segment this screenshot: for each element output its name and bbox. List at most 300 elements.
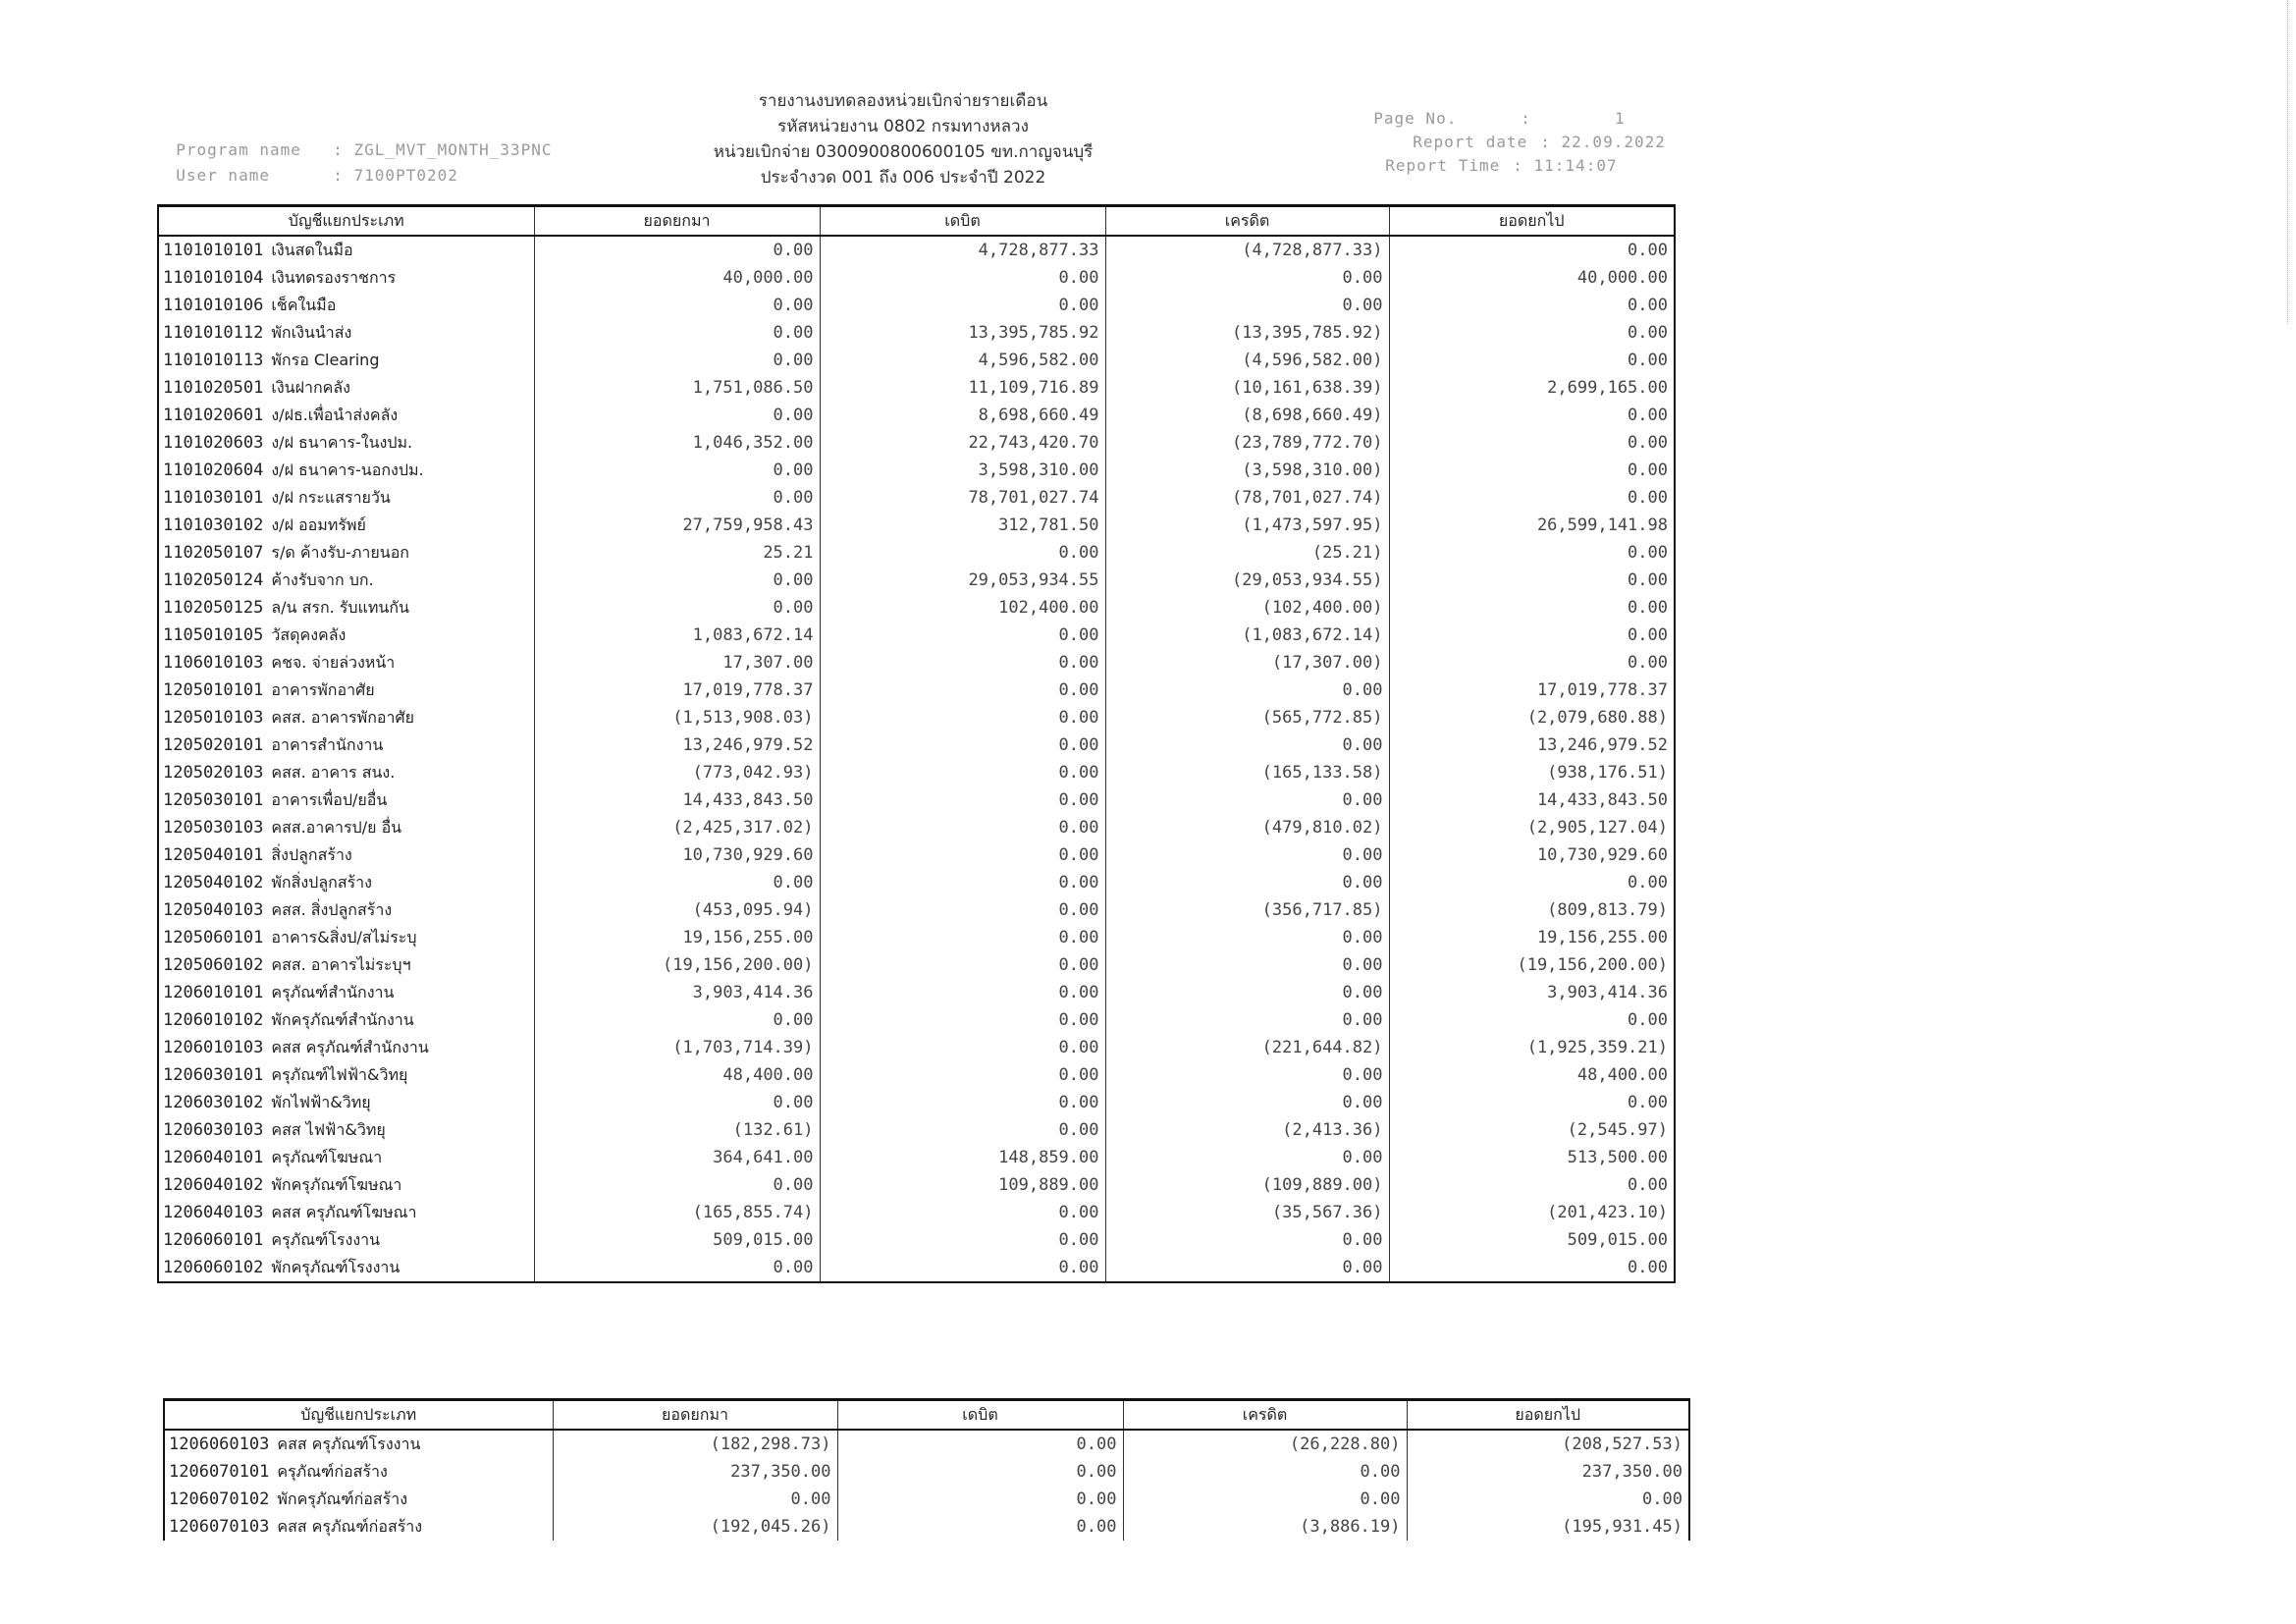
carried-forward-cell: (2,545.97) — [1389, 1116, 1675, 1144]
credit-cell: 0.00 — [1105, 924, 1389, 951]
account-code: 1206010102 — [163, 1009, 264, 1030]
table-row — [158, 567, 1675, 594]
account-code: 1205020103 — [163, 762, 264, 783]
brought-forward-cell: (132.61) — [534, 1116, 820, 1144]
account-name: เงินสดในมือ — [271, 240, 353, 259]
account-name: สิ่งปลูกสร้าง — [271, 844, 352, 864]
carried-forward-cell: 0.00 — [1389, 402, 1675, 429]
debit-cell: 0.00 — [820, 786, 1105, 814]
account-cell — [158, 236, 534, 264]
credit-cell: 0.00 — [1105, 1226, 1389, 1254]
brought-forward-cell: 0.00 — [534, 1254, 820, 1282]
credit-cell: (29,053,934.55) — [1105, 567, 1389, 594]
account-name: ร/ด ค้างรับ-ภายนอก — [271, 542, 409, 562]
account-cell — [158, 786, 534, 814]
table-row — [158, 677, 1675, 704]
account-code: 1205040103 — [163, 899, 264, 920]
account-code: 1101010101 — [163, 240, 264, 260]
account-name: ครุภัณฑ์โฆษณา — [271, 1147, 383, 1166]
account-cell — [158, 1254, 534, 1282]
carried-forward-cell: 0.00 — [1389, 869, 1675, 896]
account-code: 1206040103 — [163, 1202, 264, 1222]
account-name: ล/น สรก. รับแทนกัน — [271, 597, 409, 617]
account-cell — [158, 814, 534, 841]
account-cell — [158, 759, 534, 786]
col-account: บัญชีแยกประเภท — [164, 1400, 553, 1431]
debit-cell: 22,743,420.70 — [820, 429, 1105, 457]
title-line: รหัสหน่วยงาน 0802 กรมทางหลวง — [777, 117, 1029, 136]
debit-cell: 0.00 — [837, 1430, 1123, 1458]
debit-cell: 0.00 — [820, 896, 1105, 924]
carried-forward-cell: 2,699,165.00 — [1389, 374, 1675, 402]
credit-cell: (102,400.00) — [1105, 594, 1389, 622]
account-code: 1101020601 — [163, 405, 264, 425]
account-code: 1206030101 — [163, 1064, 264, 1085]
table-row — [158, 429, 1675, 457]
account-cell — [158, 539, 534, 567]
debit-cell: 78,701,027.74 — [820, 484, 1105, 512]
debit-cell: 312,781.50 — [820, 512, 1105, 539]
carried-forward-cell: 19,156,255.00 — [1389, 924, 1675, 951]
credit-cell: 0.00 — [1105, 869, 1389, 896]
account-cell — [158, 622, 534, 649]
colon: : — [1513, 156, 1534, 175]
brought-forward-cell: (19,156,200.00) — [534, 951, 820, 979]
account-cell — [158, 649, 534, 677]
brought-forward-cell: 19,156,255.00 — [534, 924, 820, 951]
credit-cell: (26,228.80) — [1123, 1430, 1407, 1458]
table-row — [158, 539, 1675, 567]
account-cell — [158, 457, 534, 484]
table-row — [158, 1144, 1675, 1171]
brought-forward-cell: (1,513,908.03) — [534, 704, 820, 731]
account-code: 1206060101 — [163, 1229, 264, 1250]
account-cell — [158, 1089, 534, 1116]
account-code: 1102050124 — [163, 569, 264, 590]
account-name: เงินทดรองราชการ — [271, 267, 397, 287]
table-row — [158, 951, 1675, 979]
credit-cell: (25.21) — [1105, 539, 1389, 567]
account-name: ง/ฝ ธนาคาร-ในงปม. — [271, 432, 413, 452]
colon: : — [333, 140, 354, 159]
credit-cell: (2,413.36) — [1105, 1116, 1389, 1144]
debit-cell: 0.00 — [820, 649, 1105, 677]
account-cell — [158, 347, 534, 374]
account-code: 1101030102 — [163, 514, 264, 535]
brought-forward-cell: 364,641.00 — [534, 1144, 820, 1171]
col-brought-forward: ยอดยกมา — [534, 206, 820, 237]
debit-cell: 0.00 — [820, 731, 1105, 759]
table-row — [158, 236, 1675, 264]
account-name: คสส. สิ่งปลูกสร้าง — [271, 899, 393, 919]
carried-forward-cell: 0.00 — [1389, 1006, 1675, 1034]
brought-forward-cell: 0.00 — [534, 457, 820, 484]
brought-forward-cell: 14,433,843.50 — [534, 786, 820, 814]
brought-forward-cell: (2,425,317.02) — [534, 814, 820, 841]
colon: : — [333, 166, 354, 185]
account-code: 1206070102 — [169, 1489, 270, 1509]
account-cell — [158, 1171, 534, 1199]
account-code: 1206010101 — [163, 982, 264, 1002]
table-row — [158, 869, 1675, 896]
account-code: 1206070101 — [169, 1461, 270, 1482]
credit-cell: (165,133.58) — [1105, 759, 1389, 786]
account-name: พักเงินนำส่ง — [271, 322, 352, 342]
account-name: คชจ. จ่ายล่วงหน้า — [271, 652, 396, 672]
colon: : — [1540, 133, 1562, 151]
account-name: คสส. อาคาร สนง. — [271, 762, 396, 782]
credit-cell: 0.00 — [1123, 1486, 1407, 1513]
credit-cell: (35,567.36) — [1105, 1199, 1389, 1226]
debit-cell: 0.00 — [820, 951, 1105, 979]
brought-forward-cell: 0.00 — [534, 1171, 820, 1199]
account-name: คสส ครุภัณฑ์สำนักงาน — [271, 1037, 429, 1056]
carried-forward-cell: 0.00 — [1389, 429, 1675, 457]
debit-cell: 0.00 — [820, 264, 1105, 292]
account-cell — [158, 731, 534, 759]
carried-forward-cell: 48,400.00 — [1389, 1061, 1675, 1089]
title-line: รายงานงบทดลองหน่วยเบิกจ่ายรายเดือน — [758, 91, 1048, 111]
brought-forward-cell: 0.00 — [534, 1006, 820, 1034]
credit-cell: 0.00 — [1105, 264, 1389, 292]
credit-cell: 0.00 — [1105, 677, 1389, 704]
brought-forward-cell: 0.00 — [534, 567, 820, 594]
table-row — [158, 759, 1675, 786]
debit-cell: 29,053,934.55 — [820, 567, 1105, 594]
debit-cell: 0.00 — [820, 759, 1105, 786]
carried-forward-cell: 10,730,929.60 — [1389, 841, 1675, 869]
carried-forward-cell: 0.00 — [1407, 1486, 1689, 1513]
debit-cell: 13,395,785.92 — [820, 319, 1105, 347]
brought-forward-cell: (165,855.74) — [534, 1199, 820, 1226]
account-code: 1206040101 — [163, 1147, 264, 1167]
brought-forward-cell: 25.21 — [534, 539, 820, 567]
account-name: คสส. อาคารพักอาศัย — [271, 707, 414, 727]
carried-forward-cell: 0.00 — [1389, 236, 1675, 264]
account-name: คสส ครุภัณฑ์โฆษณา — [271, 1202, 417, 1221]
debit-cell: 0.00 — [820, 677, 1105, 704]
table-row — [164, 1486, 1689, 1513]
debit-cell: 148,859.00 — [820, 1144, 1105, 1171]
account-name: ครุภัณฑ์สำนักงาน — [271, 982, 395, 1001]
account-name: อาคาร&สิ่งป/สไม่ระบุ — [271, 927, 417, 947]
report-time-value: 11:14:07 — [1533, 156, 1618, 175]
debit-cell: 0.00 — [820, 1254, 1105, 1282]
credit-cell: (3,886.19) — [1123, 1513, 1407, 1541]
table-row — [164, 1513, 1689, 1541]
account-cell — [158, 869, 534, 896]
account-cell — [158, 1116, 534, 1144]
col-credit: เครดิต — [1105, 206, 1389, 237]
account-cell — [158, 402, 534, 429]
table-row — [158, 374, 1675, 402]
debit-cell: 0.00 — [820, 1116, 1105, 1144]
credit-cell: (17,307.00) — [1105, 649, 1389, 677]
account-code: 1101010104 — [163, 267, 264, 288]
table-row — [158, 924, 1675, 951]
account-cell — [158, 979, 534, 1006]
debit-cell: 0.00 — [820, 1199, 1105, 1226]
credit-cell: (4,728,877.33) — [1105, 236, 1389, 264]
carried-forward-cell: (2,079,680.88) — [1389, 704, 1675, 731]
debit-cell: 0.00 — [820, 704, 1105, 731]
account-code: 1102050125 — [163, 597, 264, 618]
brought-forward-cell: (182,298.73) — [553, 1430, 837, 1458]
debit-cell: 0.00 — [820, 814, 1105, 841]
credit-cell: (479,810.02) — [1105, 814, 1389, 841]
credit-cell: 0.00 — [1105, 786, 1389, 814]
brought-forward-cell: 1,751,086.50 — [534, 374, 820, 402]
account-code: 1101010113 — [163, 350, 264, 370]
table-row — [164, 1430, 1689, 1458]
debit-cell: 0.00 — [820, 1006, 1105, 1034]
credit-cell: 0.00 — [1105, 1006, 1389, 1034]
credit-cell: (1,473,597.95) — [1105, 512, 1389, 539]
table-row — [158, 896, 1675, 924]
carried-forward-cell: 26,599,141.98 — [1389, 512, 1675, 539]
account-name: ค้างรับจาก บก. — [271, 569, 374, 589]
brought-forward-cell: 509,015.00 — [534, 1226, 820, 1254]
debit-cell: 0.00 — [820, 292, 1105, 319]
credit-cell: (109,889.00) — [1105, 1171, 1389, 1199]
debit-cell: 0.00 — [820, 1226, 1105, 1254]
account-name: ง/ฝธ.เพื่อนำส่งคลัง — [271, 405, 399, 424]
account-name: ครุภัณฑ์โรงงาน — [271, 1229, 381, 1249]
account-name: ง/ฝ ออมทรัพย์ — [271, 514, 366, 534]
brought-forward-cell: (1,703,714.39) — [534, 1034, 820, 1061]
brought-forward-cell: 3,903,414.36 — [534, 979, 820, 1006]
account-cell — [158, 841, 534, 869]
account-code: 1206060103 — [169, 1434, 270, 1454]
account-code: 1101010112 — [163, 322, 264, 343]
table-row — [158, 731, 1675, 759]
debit-cell: 0.00 — [820, 841, 1105, 869]
credit-cell: (10,161,638.39) — [1105, 374, 1389, 402]
account-name: คสส.อาคารป/ย อื่น — [271, 817, 402, 837]
credit-cell: (23,789,772.70) — [1105, 429, 1389, 457]
table-header — [158, 206, 1675, 237]
account-cell — [158, 1144, 534, 1171]
debit-cell: 0.00 — [837, 1513, 1123, 1541]
debit-cell: 102,400.00 — [820, 594, 1105, 622]
carried-forward-cell: 13,246,979.52 — [1389, 731, 1675, 759]
account-name: คสส ไฟฟ้า&วิทยุ — [271, 1119, 386, 1139]
account-code: 1206030103 — [163, 1119, 264, 1140]
account-code: 1206070103 — [169, 1516, 270, 1537]
brought-forward-cell: 1,083,672.14 — [534, 622, 820, 649]
account-name: ง/ฝ ธนาคาร-นอกงปม. — [271, 460, 424, 479]
credit-cell: (221,644.82) — [1105, 1034, 1389, 1061]
col-account: บัญชีแยกประเภท — [158, 206, 534, 237]
credit-cell: 0.00 — [1123, 1458, 1407, 1486]
debit-cell: 0.00 — [837, 1458, 1123, 1486]
table-row — [158, 319, 1675, 347]
user-name-label: User name — [176, 166, 270, 185]
brought-forward-cell: 48,400.00 — [534, 1061, 820, 1089]
account-cell — [158, 319, 534, 347]
carried-forward-cell: 0.00 — [1389, 292, 1675, 319]
credit-cell: (565,772.85) — [1105, 704, 1389, 731]
report-title — [628, 88, 1178, 190]
credit-cell: 0.00 — [1105, 731, 1389, 759]
account-name: เงินฝากคลัง — [271, 377, 350, 397]
credit-cell: (8,698,660.49) — [1105, 402, 1389, 429]
report-date-label: Report date — [1413, 133, 1528, 151]
table-row — [158, 347, 1675, 374]
account-cell — [158, 512, 534, 539]
debit-cell: 3,598,310.00 — [820, 457, 1105, 484]
credit-cell: (1,083,672.14) — [1105, 622, 1389, 649]
account-name: พักครุภัณฑ์สำนักงาน — [271, 1009, 414, 1029]
account-code: 1101020603 — [163, 432, 264, 453]
table-row — [158, 649, 1675, 677]
account-code: 1102050107 — [163, 542, 264, 563]
credit-cell: (13,395,785.92) — [1105, 319, 1389, 347]
table-row — [158, 264, 1675, 292]
carried-forward-cell: 0.00 — [1389, 319, 1675, 347]
account-cell — [158, 374, 534, 402]
brought-forward-cell: (192,045.26) — [553, 1513, 837, 1541]
debit-cell: 0.00 — [820, 924, 1105, 951]
carried-forward-cell: (2,905,127.04) — [1389, 814, 1675, 841]
carried-forward-cell: (938,176.51) — [1389, 759, 1675, 786]
carried-forward-cell: 0.00 — [1389, 594, 1675, 622]
brought-forward-cell: 1,046,352.00 — [534, 429, 820, 457]
user-name-value: 7100PT0202 — [353, 166, 458, 185]
brought-forward-cell: 0.00 — [553, 1486, 837, 1513]
debit-cell: 109,889.00 — [820, 1171, 1105, 1199]
trial-balance-table-continued — [163, 1398, 1690, 1541]
table-row — [158, 292, 1675, 319]
table-row — [158, 594, 1675, 622]
brought-forward-cell: 0.00 — [534, 1089, 820, 1116]
credit-cell: 0.00 — [1105, 1089, 1389, 1116]
account-code: 1205010101 — [163, 679, 264, 700]
account-cell — [164, 1430, 553, 1458]
report-time-label: Report Time — [1385, 156, 1501, 175]
account-code: 1101030101 — [163, 487, 264, 508]
trial-balance-table — [157, 204, 1676, 1283]
account-cell — [164, 1486, 553, 1513]
account-code: 1206010103 — [163, 1037, 264, 1057]
debit-cell: 4,728,877.33 — [820, 236, 1105, 264]
account-name: พักครุภัณฑ์โฆษณา — [271, 1174, 402, 1194]
account-cell — [158, 1199, 534, 1226]
debit-cell: 0.00 — [820, 1034, 1105, 1061]
debit-cell: 8,698,660.49 — [820, 402, 1105, 429]
carried-forward-cell: 0.00 — [1389, 1254, 1675, 1282]
account-cell — [158, 429, 534, 457]
carried-forward-cell: (19,156,200.00) — [1389, 951, 1675, 979]
brought-forward-cell: 0.00 — [534, 292, 820, 319]
brought-forward-cell: 0.00 — [534, 402, 820, 429]
account-code: 1205030101 — [163, 789, 264, 810]
col-debit: เดบิต — [820, 206, 1105, 237]
account-cell — [158, 951, 534, 979]
carried-forward-cell: (208,527.53) — [1407, 1430, 1689, 1458]
carried-forward-cell: 237,350.00 — [1407, 1458, 1689, 1486]
account-cell — [158, 484, 534, 512]
account-name: ง/ฝ กระแสรายวัน — [271, 487, 391, 507]
brought-forward-cell: 237,350.00 — [553, 1458, 837, 1486]
carried-forward-cell: 0.00 — [1389, 649, 1675, 677]
account-code: 1206030102 — [163, 1092, 264, 1112]
title-line: ประจำงวด 001 ถึง 006 ประจำปี 2022 — [760, 168, 1046, 188]
faded-header-ghost — [707, 1288, 712, 1306]
credit-cell: 0.00 — [1105, 1254, 1389, 1282]
credit-cell: (356,717.85) — [1105, 896, 1389, 924]
col-brought-forward: ยอดยกมา — [553, 1400, 837, 1431]
report-date-value: 22.09.2022 — [1561, 133, 1666, 151]
table-header — [164, 1400, 1689, 1431]
table-row — [158, 1061, 1675, 1089]
account-code: 1105010105 — [163, 624, 264, 645]
account-name: อาคารเพื่อป/ยอื่น — [271, 789, 388, 809]
brought-forward-cell: 0.00 — [534, 236, 820, 264]
table-row — [158, 512, 1675, 539]
debit-cell: 0.00 — [820, 539, 1105, 567]
table-row — [158, 786, 1675, 814]
account-code: 1206040102 — [163, 1174, 264, 1195]
carried-forward-cell: 0.00 — [1389, 484, 1675, 512]
carried-forward-cell: (809,813.79) — [1389, 896, 1675, 924]
brought-forward-cell: 17,307.00 — [534, 649, 820, 677]
account-cell — [164, 1458, 553, 1486]
account-cell — [158, 896, 534, 924]
account-name: คสส ครุภัณฑ์โรงงาน — [277, 1434, 421, 1453]
debit-cell: 11,109,716.89 — [820, 374, 1105, 402]
brought-forward-cell: 0.00 — [534, 347, 820, 374]
account-cell — [158, 264, 534, 292]
col-carried-forward: ยอดยกไป — [1407, 1400, 1689, 1431]
credit-cell: 0.00 — [1105, 841, 1389, 869]
brought-forward-cell: 0.00 — [534, 319, 820, 347]
account-cell — [158, 1034, 534, 1061]
col-credit: เครดิต — [1123, 1400, 1407, 1431]
debit-cell: 0.00 — [820, 979, 1105, 1006]
account-cell — [158, 677, 534, 704]
table-row — [158, 979, 1675, 1006]
brought-forward-cell: 10,730,929.60 — [534, 841, 820, 869]
account-code: 1205060102 — [163, 954, 264, 975]
account-code: 1206060102 — [163, 1257, 264, 1277]
account-name: พักไฟฟ้า&วิทยุ — [271, 1092, 371, 1111]
carried-forward-cell: (1,925,359.21) — [1389, 1034, 1675, 1061]
account-name: พักครุภัณฑ์ก่อสร้าง — [277, 1489, 408, 1508]
account-cell — [158, 292, 534, 319]
carried-forward-cell: 14,433,843.50 — [1389, 786, 1675, 814]
program-name-label: Program name — [176, 140, 301, 159]
credit-cell: (4,596,582.00) — [1105, 347, 1389, 374]
credit-cell: 0.00 — [1105, 951, 1389, 979]
account-code: 1205040102 — [163, 872, 264, 893]
table-row — [158, 1116, 1675, 1144]
account-name: พักครุภัณฑ์โรงงาน — [271, 1257, 400, 1276]
carried-forward-cell: (195,931.45) — [1407, 1513, 1689, 1541]
account-code: 1106010103 — [163, 652, 264, 673]
account-code: 1205030103 — [163, 817, 264, 838]
account-code: 1101010106 — [163, 295, 264, 315]
account-cell — [158, 594, 534, 622]
brought-forward-cell: 0.00 — [534, 484, 820, 512]
carried-forward-cell: 509,015.00 — [1389, 1226, 1675, 1254]
credit-cell: 0.00 — [1105, 292, 1389, 319]
account-code: 1205040101 — [163, 844, 264, 865]
brought-forward-cell: 27,759,958.43 — [534, 512, 820, 539]
table-row — [158, 1254, 1675, 1282]
table-row — [158, 1034, 1675, 1061]
table-row — [158, 484, 1675, 512]
